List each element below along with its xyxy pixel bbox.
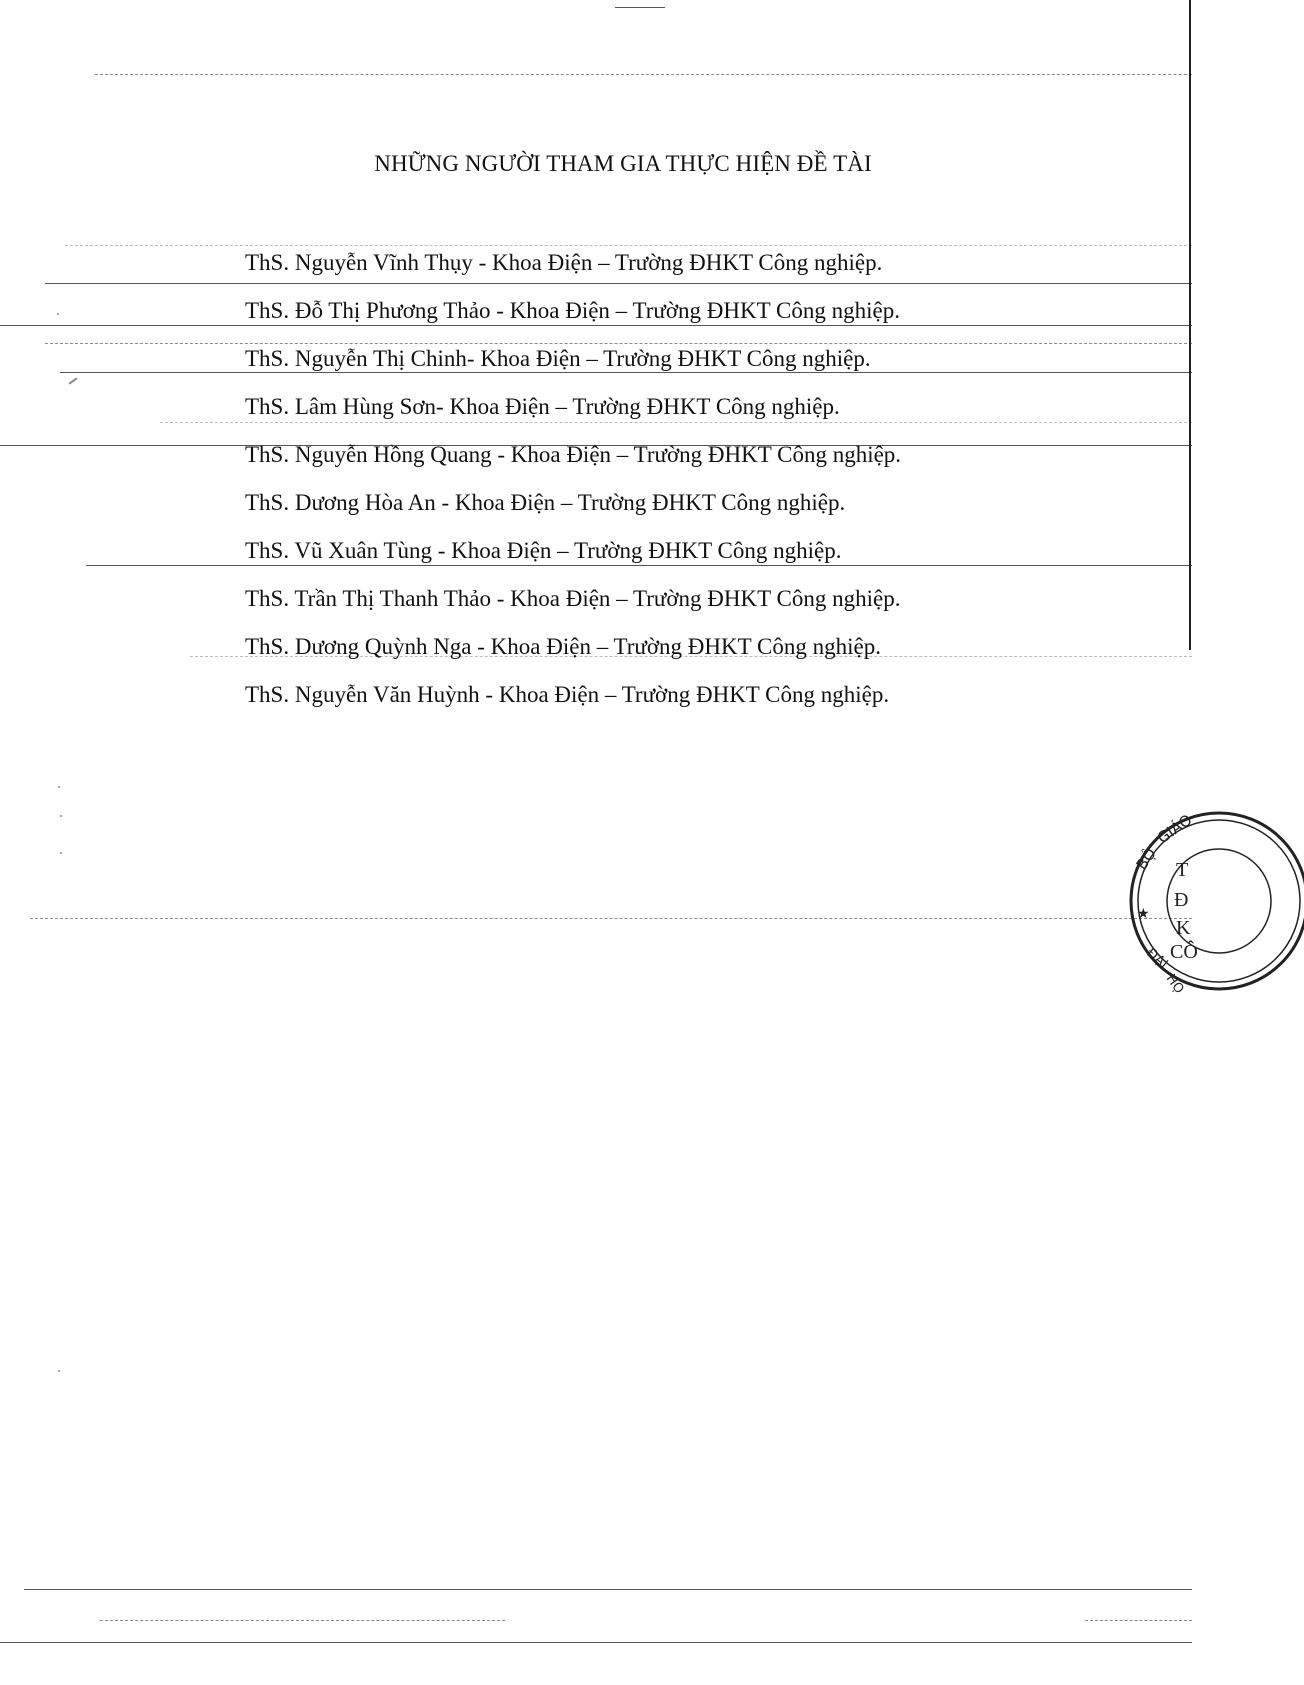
- scan-speck: [60, 852, 62, 854]
- participants-list: [245, 246, 901, 726]
- list-item: ThS. Nguyễn Văn Huỳnh - Khoa Điện – Trường ĐHKT Công nghiệp.: [245, 682, 890, 707]
- svg-text:T: T: [1176, 859, 1189, 881]
- institution-seal-icon: [1124, 806, 1304, 996]
- svg-text:★: ★: [1137, 906, 1150, 922]
- svg-text:K: K: [1176, 917, 1191, 939]
- list-item: ThS. Lâm Hùng Sơn- Khoa Điện – Trường ĐHKT Công nghiệp.: [245, 394, 840, 419]
- page-title: NHỮNG NGƯỜI THAM GIA THỰC HIỆN ĐỀ TÀI: [374, 151, 872, 176]
- svg-text:CÔ: CÔ: [1170, 941, 1198, 963]
- scan-line: [1158, 74, 1192, 75]
- svg-text:GIÁO: GIÁO: [1153, 810, 1196, 848]
- svg-text:HỌ: HỌ: [1162, 971, 1187, 997]
- scan-line: [30, 918, 1192, 919]
- scan-speck: [58, 1370, 60, 1372]
- svg-text:ĐẠI: ĐẠI: [1143, 945, 1171, 972]
- list-item: ThS. Nguyễn Hồng Quang - Khoa Điện – Trường ĐHKT Công nghiệp.: [245, 442, 902, 467]
- scan-line: [1085, 1620, 1192, 1621]
- scan-line: [0, 1642, 1192, 1643]
- list-item: ThS. Đỗ Thị Phương Thảo - Khoa Điện – Trường ĐHKT Công nghiệp.: [245, 298, 900, 323]
- svg-text:Đ: Đ: [1174, 889, 1189, 911]
- scan-speck: [57, 313, 59, 315]
- list-item: ThS. Trần Thị Thanh Thảo - Khoa Điện – Trường ĐHKT Công nghiệp.: [245, 586, 901, 611]
- scan-speck: [58, 786, 60, 788]
- svg-text:BỘ: BỘ: [1132, 844, 1160, 874]
- list-item: ThS. Dương Quỳnh Nga - Khoa Điện – Trường ĐHKT Công nghiệp.: [245, 634, 881, 659]
- scan-edge: [1189, 0, 1191, 650]
- scan-speck: [60, 815, 62, 817]
- list-item: ThS. Dương Hòa An - Khoa Điện – Trường ĐHKT Công nghiệp.: [245, 490, 846, 515]
- list-item: ThS. Vũ Xuân Tùng - Khoa Điện – Trường ĐHKT Công nghiệp.: [245, 538, 842, 563]
- scan-speck: [68, 377, 77, 384]
- scan-line: [100, 1620, 505, 1621]
- list-item: ThS. Nguyễn Vĩnh Thụy - Khoa Điện – Trường ĐHKT Công nghiệp.: [245, 250, 883, 275]
- scan-line: [95, 74, 1155, 75]
- scan-line: [24, 1589, 1192, 1590]
- list-item: ThS. Nguyễn Thị Chinh- Khoa Điện – Trường ĐHKT Công nghiệp.: [245, 346, 871, 371]
- scan-line: [615, 7, 665, 8]
